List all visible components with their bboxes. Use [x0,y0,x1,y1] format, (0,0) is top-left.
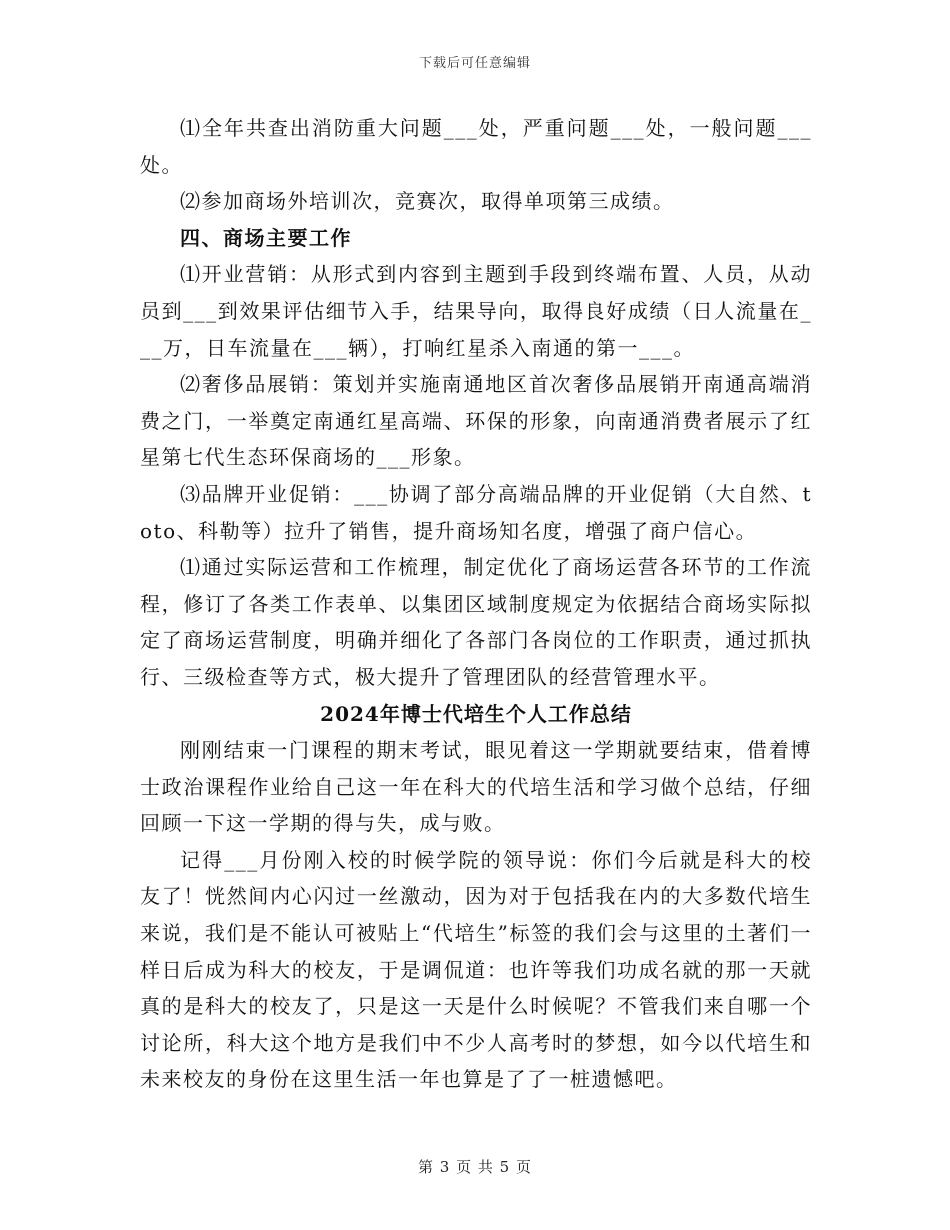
paragraph-luxury-exhibition: ⑵奢侈品展销：策划并实施南通地区首次奢侈品展销开南通高端消费之门，一举奠定南通红星高端、环保的形象，向南通消费者展示了红星第七代生态环保商场的___形象。 [140,372,812,470]
paragraph-opening-marketing: ⑴开业营销：从形式到内容到主题到手段到终端布置、人员，从动员到___到效果评估细节入手，结果导向，取得良好成绩（日人流量在___万，日车流量在___辆），打响红星杀入南通的第一___。 [140,262,812,360]
paragraph-intro: 刚刚结束一门课程的期末考试，眼见着这一学期就要结束，借着博士政治课程作业给自己这一年在科大的代培生活和学习做个总结，仔细回顾一下这一学期的得与失，成与败。 [140,738,812,836]
section-heading-main-work: 四、商场主要工作 [180,225,352,250]
document-body [140,110,812,1098]
paragraph-training: ⑵参加商场外培训次，竞赛次，取得单项第三成绩。 [180,189,675,214]
paragraph-fire-inspection: ⑴全年共查出消防重大问题___处，严重问题___处，一般问题___处。 [140,116,812,177]
paragraph-brand-promotion: ⑶品牌开业促销：___协调了部分高端品牌的开业促销（大自然、toto、科勒等）拉升了销售，提升商场知名度，增强了商户信心。 [140,481,812,543]
paragraph-memory: 记得___月份刚入校的时候学院的领导说：你们今后就是科大的校友了！恍然间内心闪过一丝激动，因为对于包括我在内的大多数代培生来说，我们是不能认可被贴上“代培生”标签的我们会与这里的土著们一样日后成为科大的校友，于是调侃道：也许等我们功成名就的那一天就真的是科大的校友了，只是这一天是什么时候呢？不管我们来自哪一个讨论所，科大这个地方是我们中不少人高考时的梦想，如今以代培生和未来校友的身份在这里生活一年也算是了了一桩遗憾吧。 [140,847,812,1092]
page-header: 下载后可任意编辑 [418,56,531,71]
document-title: 2024年博士代培生个人工作总结 [320,701,632,726]
paragraph-operations: ⑴通过实际运营和工作梳理，制定优化了商场运营各环节的工作流程，修订了各类工作表单、以集团区域制度规定为依据结合商场实际拟定了商场运营制度，明确并细化了各部门各岗位的工作职责，通过抓执行、三级检查等方式，极大提升了管理团队的经营管理水平。 [140,555,812,689]
page-footer: 第 3 页 共 5 页 [418,1158,532,1176]
